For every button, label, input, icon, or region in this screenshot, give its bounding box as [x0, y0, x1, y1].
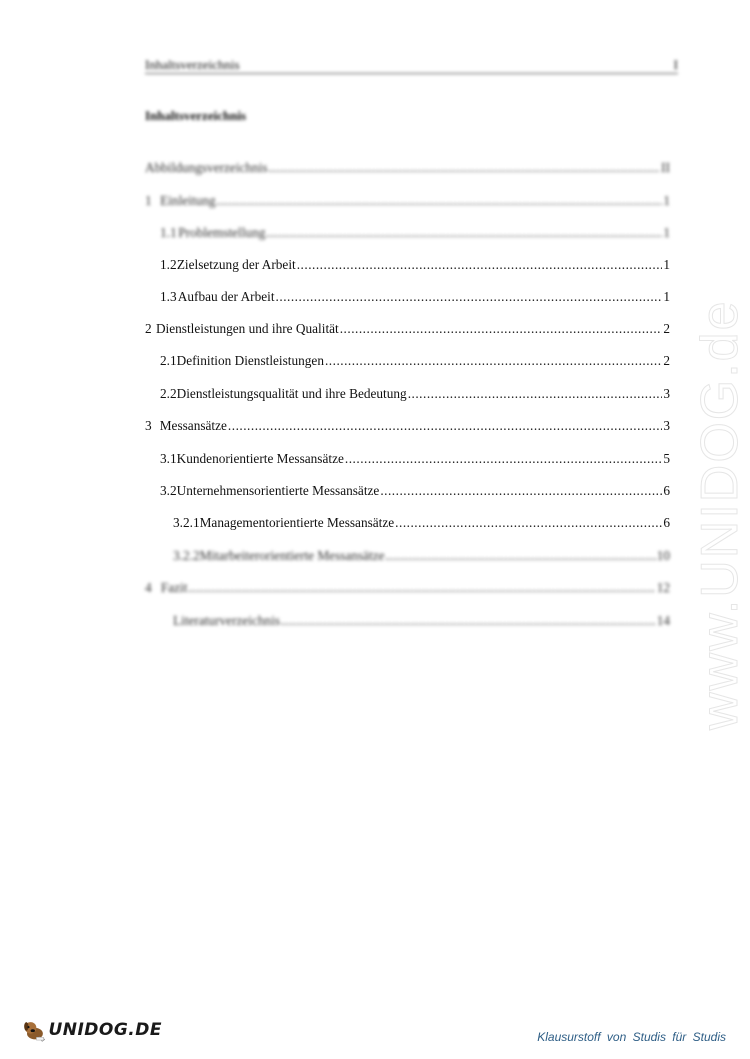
toc-entry-label: Managementorientierte Messansätze	[199, 515, 395, 530]
footer-slogan: Klausurstoff von Studis für Studis	[537, 1030, 726, 1044]
toc-dot-leader	[276, 289, 663, 305]
toc-dot-leader	[340, 321, 663, 337]
toc-entry-number: 2.1	[160, 353, 177, 368]
toc-dot-leader	[386, 548, 656, 564]
toc-entry-bibliography[interactable]	[173, 613, 670, 631]
header-page-number: I	[673, 57, 678, 72]
toc-dot-leader	[297, 257, 663, 273]
toc-dot-leader	[325, 353, 662, 369]
toc-dot-leader	[188, 580, 655, 596]
toc-entry-list-of-figures[interactable]	[145, 160, 670, 178]
toc-entry-page: 1	[663, 193, 670, 208]
toc-entry-page: 3	[663, 386, 670, 401]
toc-entry-page: 2	[663, 321, 670, 336]
header-title: Inhaltsverzeichnis	[145, 57, 240, 72]
toc-entry-1-2[interactable]	[160, 257, 670, 275]
toc-entry-2[interactable]	[145, 321, 670, 339]
toc-entry-label: Fazit	[160, 580, 188, 595]
dog-mascot-icon	[22, 1013, 46, 1047]
toc-entry-label: Problemstellung	[178, 225, 266, 240]
toc-heading: Inhaltsverzeichnis	[145, 108, 247, 123]
toc-entry-number: 1.1	[160, 225, 177, 240]
toc-entry-3-2[interactable]	[160, 483, 670, 501]
toc-entry-number: 1.2	[160, 257, 177, 272]
toc-entry-label: Definition Dienstleistungen	[176, 353, 324, 368]
toc-entry-label: Abbildungsverzeichnis	[145, 160, 268, 175]
toc-dot-leader	[345, 451, 662, 467]
toc-entry-label: Mitarbeiterorientierte Messansätze	[199, 548, 385, 563]
toc-dot-leader	[269, 160, 661, 176]
page-header	[145, 55, 678, 74]
unidog-logo[interactable]	[22, 1012, 162, 1048]
toc-entry-1[interactable]	[145, 193, 670, 211]
toc-entry-label: Zielsetzung der Arbeit	[176, 257, 296, 272]
toc-entry-page: 1	[663, 289, 670, 304]
toc-entry-page: 10	[656, 548, 670, 563]
watermark-text: www.UNIDOG.de	[691, 299, 749, 730]
toc-dot-leader	[281, 613, 656, 629]
toc-entry-number: 2.2	[160, 386, 177, 401]
toc-dot-leader	[395, 515, 662, 531]
toc-entry-number: 3.1	[160, 451, 177, 466]
toc-entry-page: II	[661, 160, 670, 175]
toc-entry-number: 3.2	[160, 483, 177, 498]
toc-entry-3-2-2[interactable]	[173, 548, 670, 566]
toc-entry-4[interactable]	[145, 580, 670, 598]
toc-entry-number: 3.2.1	[173, 515, 200, 530]
toc-entry-page: 5	[663, 451, 670, 466]
toc-dot-leader	[228, 418, 662, 434]
toc-dot-leader	[408, 386, 663, 402]
toc-entry-label: Kundenorientierte Messansätze	[176, 451, 344, 466]
toc-entry-number: 1	[145, 193, 152, 208]
toc-entry-label: Aufbau der Arbeit	[177, 289, 275, 304]
toc-entry-number: 3.2.2	[173, 548, 200, 563]
toc-entry-page: 1	[663, 257, 670, 272]
toc-dot-leader	[380, 483, 662, 499]
toc-entry-1-1[interactable]	[160, 225, 670, 243]
toc-entry-page: 12	[656, 580, 670, 595]
toc-entry-page: 6	[663, 515, 670, 530]
toc-entry-page: 3	[663, 418, 670, 433]
toc-entry-page: 14	[656, 613, 670, 628]
toc-entry-page: 1	[663, 225, 670, 240]
toc-entry-number: 3	[145, 418, 152, 433]
toc-entry-1-3[interactable]	[160, 289, 670, 307]
toc-entry-2-2[interactable]	[160, 386, 670, 404]
toc-entry-number: 4	[145, 580, 152, 595]
toc-entry-label: Literaturverzeichnis	[173, 613, 281, 628]
toc-entry-page: 6	[663, 483, 670, 498]
toc-dot-leader	[217, 193, 663, 209]
toc-entry-label: Unternehmensorientierte Messansätze	[176, 483, 380, 498]
toc-entry-number: 2	[145, 321, 152, 336]
toc-entry-3-2-1[interactable]	[173, 515, 670, 533]
toc-entry-label: Dienstleistungsqualität und ihre Bedeutung	[176, 386, 407, 401]
logo-wordmark: UNIDOG.DE	[48, 1020, 162, 1040]
toc-dot-leader	[266, 225, 662, 241]
toc-entry-number: 1.3	[160, 289, 177, 304]
toc-entry-3-1[interactable]	[160, 451, 670, 469]
toc-entry-2-1[interactable]	[160, 353, 670, 371]
toc-entry-page: 2	[663, 353, 670, 368]
toc-entry-3[interactable]	[145, 418, 670, 436]
toc-entry-label: Dienstleistungen und ihre Qualität	[155, 321, 339, 336]
toc-entry-label: Messansätze	[159, 418, 227, 433]
toc-entry-label: Einleitung	[160, 193, 216, 208]
